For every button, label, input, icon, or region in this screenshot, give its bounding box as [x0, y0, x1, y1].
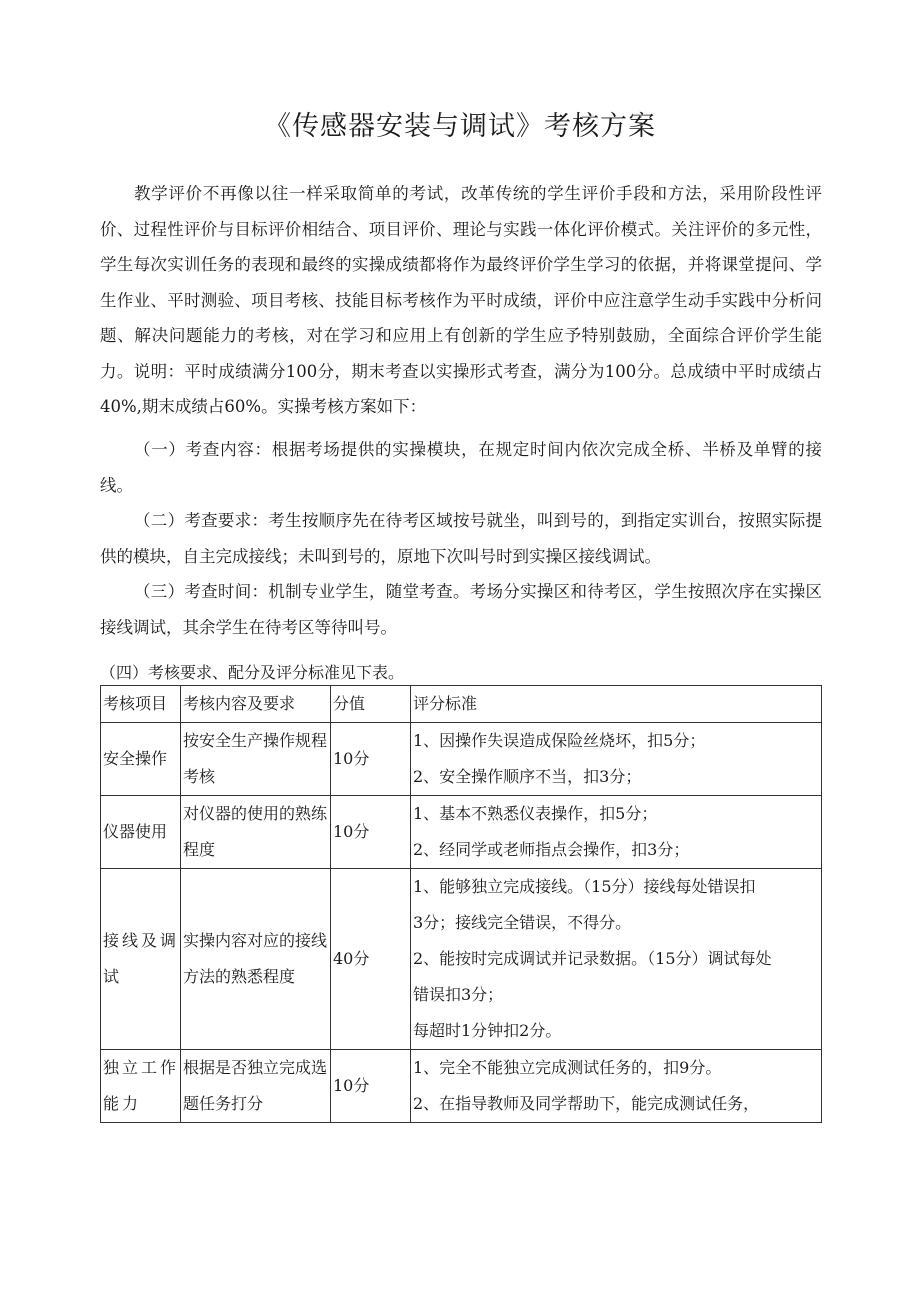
row-content: 对仪器的使用的熟练程度	[181, 796, 331, 869]
header-item: 考核项目	[101, 686, 181, 723]
criteria-line: 2、在指导教师及同学帮助下，能完成测试任务，	[413, 1094, 760, 1113]
row-item: 仪器使用	[101, 796, 181, 869]
header-score: 分值	[331, 686, 411, 723]
row-content: 实操内容对应的接线方法的熟悉程度	[181, 869, 331, 1050]
table-row	[101, 869, 822, 1050]
criteria-line: 1、完全不能独立完成测试任务的，扣9分。	[413, 1058, 722, 1077]
row-criteria	[411, 723, 822, 796]
row-score: 10分	[331, 723, 411, 796]
row-item: 接线及调试	[101, 869, 181, 1050]
criteria-line: 3分；接线完全错误，不得分。	[413, 913, 632, 932]
row-criteria	[411, 869, 822, 1050]
row-criteria	[411, 796, 822, 869]
header-content: 考核内容及要求	[181, 686, 331, 723]
row-item: 安全操作	[101, 723, 181, 796]
exam-content-paragraph: （一）考查内容：根据考场提供的实操模块，在规定时间内依次完成全桥、半桥及单臂的接线。	[100, 440, 822, 495]
exam-time-paragraph: （三）考查时间：机制专业学生，随堂考查。考场分实操区和待考区，学生按照次序在实操区接线调试，其余学生在待考区等待叫号。	[100, 582, 822, 637]
document-title: 《传感器安装与调试》考核方案	[264, 111, 656, 142]
table-caption: （四）考核要求、配分及评分标准见下表。	[100, 663, 405, 682]
table-row	[101, 723, 822, 796]
criteria-line: 2、经同学或老师指点会操作，扣3分；	[413, 840, 690, 859]
row-item: 独立工作能力	[101, 1050, 181, 1123]
row-content: 按安全生产操作规程考核	[181, 723, 331, 796]
table-row	[101, 1050, 822, 1123]
grading-table	[100, 685, 822, 1123]
exam-requirement-paragraph: （二）考查要求：考生按顺序先在待考区域按号就坐，叫到号的，到指定实训台，按照实际提供的模块，自主完成接线；未叫到号的，原地下次叫号时到实操区接线调试。	[100, 511, 822, 566]
criteria-line: 1、因操作失误造成保险丝烧坏，扣5分；	[413, 731, 706, 750]
criteria-line: 错误扣3分；	[413, 985, 504, 1004]
table-header-row	[101, 686, 822, 723]
criteria-line: 1、基本不熟悉仪表操作，扣5分；	[413, 804, 658, 823]
intro-paragraph: 教学评价不再像以往一样采取简单的考试，改革传统的学生评价手段和方法，采用阶段性评价、过程性评价与目标评价相结合、项目评价、理论与实践一体化评价模式。关注评价的多元性，学生每次实训任务的表现和最终的实操成绩都将作为最终评价学生学习的依据，并将课堂提问、学生作业、平时测验、项目考核、技能目标考核作为平时成绩，评价中应注意学生动手实践中分析问题、解决问题能力的考核，对在学习和应用上有创新的学生应予特别鼓励，全面综合评价学生能力。说明：平时成绩满分100分，期末考查以实操形式考查，满分为100分。总成绩中平时成绩占40%,期末成绩占60%。实操考核方案如下：	[100, 184, 822, 416]
row-content: 根据是否独立完成选题任务打分	[181, 1050, 331, 1123]
row-score: 10分	[331, 796, 411, 869]
row-score: 40分	[331, 869, 411, 1050]
criteria-line: 1、能够独立完成接线。（15分）接线每处错误扣	[413, 877, 756, 896]
header-criteria: 评分标准	[411, 686, 822, 723]
table-row	[101, 796, 822, 869]
criteria-line: 2、安全操作顺序不当，扣3分；	[413, 767, 642, 786]
row-score: 10分	[331, 1050, 411, 1123]
criteria-line: 2、能按时完成调试并记录数据。（15分）调试每处	[413, 949, 772, 968]
row-criteria	[411, 1050, 822, 1123]
criteria-line: 每超时1分钟扣2分。	[413, 1021, 562, 1040]
